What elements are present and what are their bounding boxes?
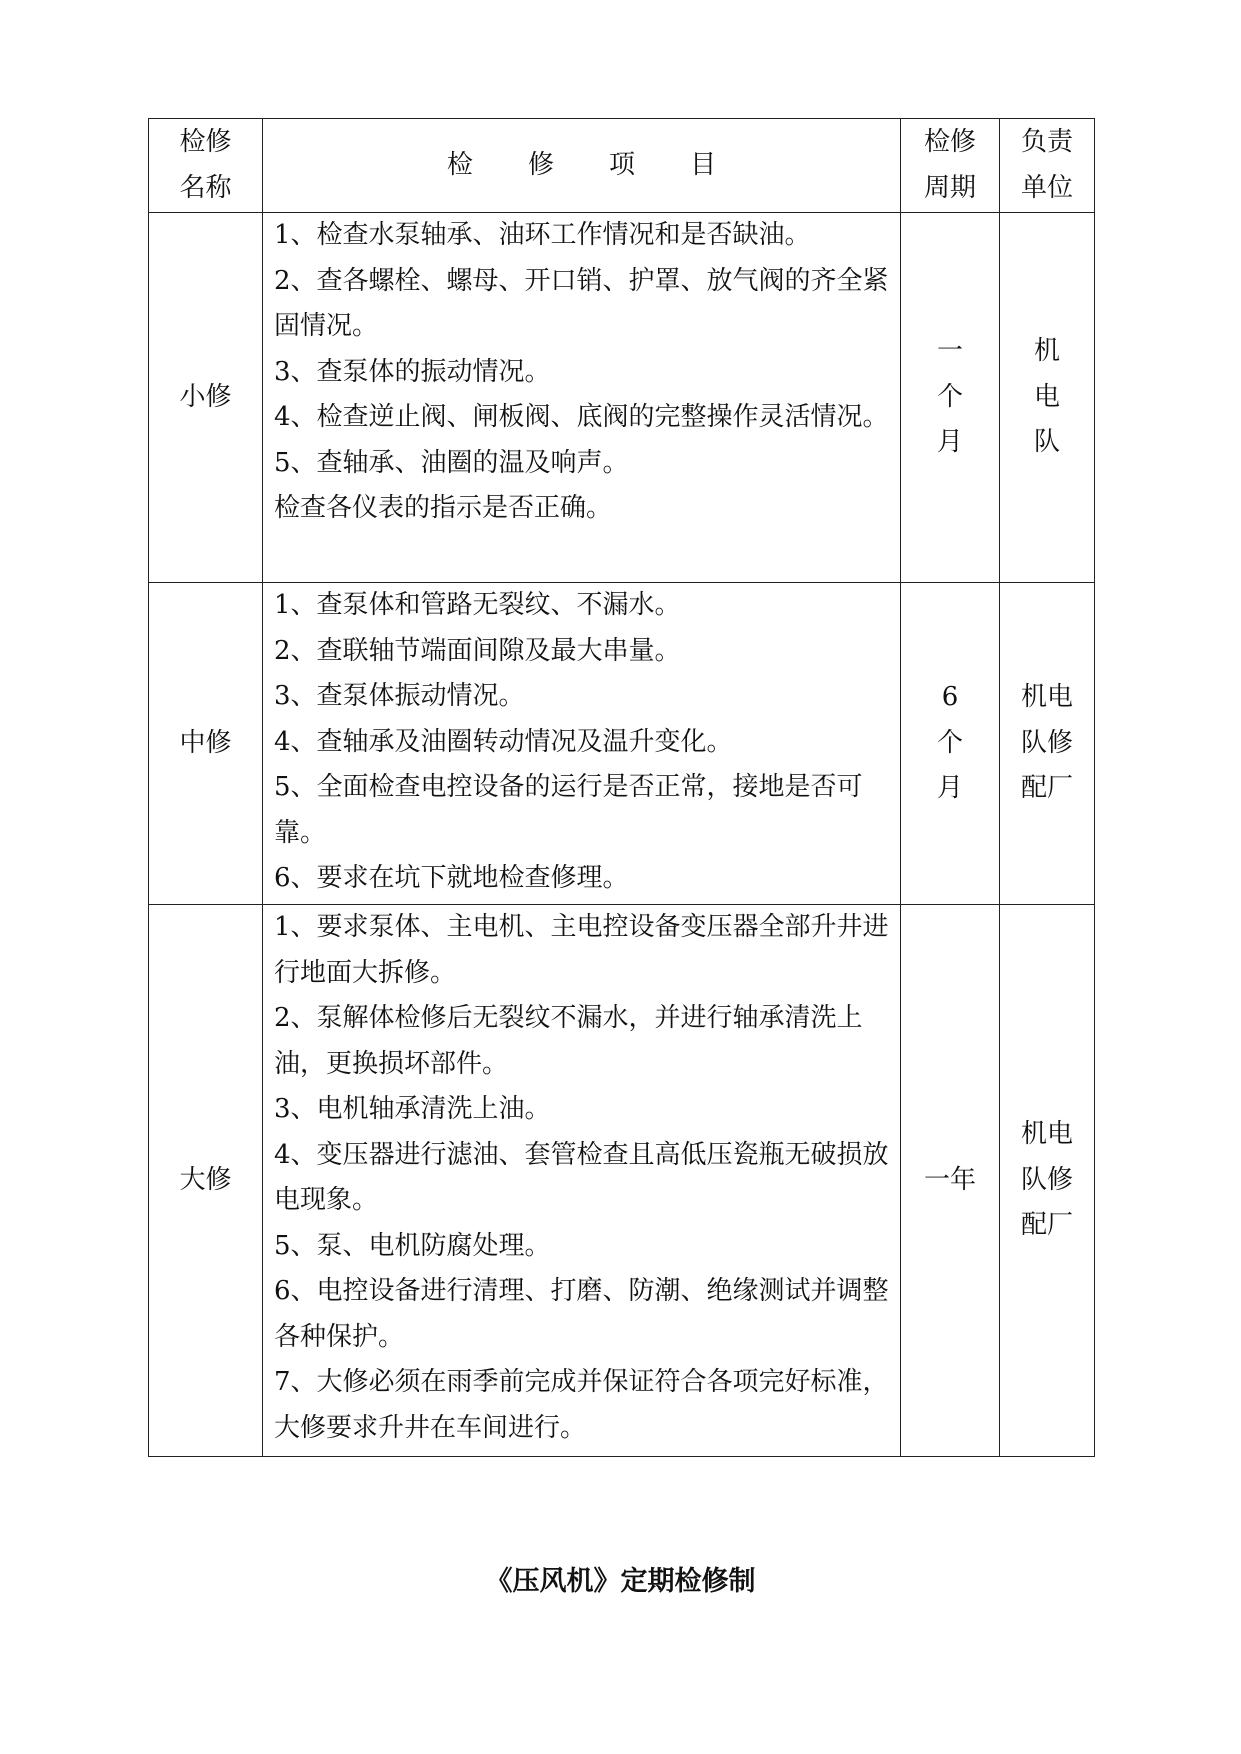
list-item: 4、检查逆止阀、闸板阀、底阀的完整操作灵活情况。 (274, 402, 889, 432)
section-title: 《压风机》定期检修制 (485, 1566, 756, 1597)
responsible-unit-cell: 机电 队修 配厂 (1000, 583, 1095, 905)
list-item: 2、查联轴节端面间隙及最大串量。 (274, 635, 681, 666)
table-row (149, 905, 1095, 1457)
list-item: 1、查泵体和管路无裂纹、不漏水。 (274, 590, 681, 620)
list-item: 4、变压器进行滤油、套管检查且高低压瓷瓶无破损放电现象。 (274, 1139, 889, 1215)
maintenance-items-cell (263, 213, 901, 583)
list-item: 2、泵解体检修后无裂纹不漏水，并进行轴承清洗上油，更换损坏部件。 (274, 1003, 863, 1079)
responsible-unit-cell: 机 电 队 (1000, 213, 1095, 583)
table-header-row (149, 119, 1095, 213)
list-item: 3、查泵体的振动情况。 (274, 356, 551, 387)
maintenance-name-cell: 中修 (149, 583, 263, 905)
responsible-unit-cell: 机电 队修 配厂 (1000, 905, 1095, 1457)
maintenance-items-cell (263, 905, 901, 1457)
list-item: 6、电控设备进行清理、打磨、防潮、绝缘测试并调整各种保护。 (274, 1276, 889, 1352)
list-item: 6、要求在坑下就地检查修理。 (274, 863, 629, 893)
table-row (149, 583, 1095, 905)
maintenance-name-cell: 小修 (149, 213, 263, 583)
list-item: 3、查泵体振动情况。 (274, 681, 525, 711)
maintenance-name-cell: 大修 (149, 905, 263, 1457)
maintenance-period-cell: 6 个 月 (901, 583, 1000, 905)
list-item: 4、查轴承及油圈转动情况及温升变化。 (274, 726, 733, 757)
list-item: 2、查各螺栓、螺母、开口销、护罩、放气阀的齐全紧固情况。 (274, 265, 889, 341)
maintenance-items-cell (263, 583, 901, 905)
maintenance-period-cell: 一年 (901, 905, 1000, 1457)
list-item: 5、查轴承、油圈的温及响声。 (274, 447, 629, 478)
list-item: 3、电机轴承清洗上油。 (274, 1094, 551, 1124)
list-item: 7、大修必须在雨季前完成并保证符合各项完好标准，大修要求升井在车间进行。 (274, 1367, 889, 1443)
header-maintenance-items: 检 修 项 目 (263, 119, 901, 213)
maintenance-period-cell: 一 个 月 (901, 213, 1000, 583)
table-row (149, 213, 1095, 583)
list-item: 5、泵、电机防腐处理。 (274, 1230, 551, 1261)
header-maintenance-period: 检修 周期 (901, 119, 1000, 213)
list-item: 检查各仪表的指示是否正确。 (274, 493, 613, 523)
header-responsible-unit: 负责 单位 (1000, 119, 1095, 213)
list-item: 1、要求泵体、主电机、主电控设备变压器全部升井进行地面大拆修。 (274, 912, 889, 988)
header-maintenance-name: 检修 名称 (149, 119, 263, 213)
list-item: 1、检查水泵轴承、油环工作情况和是否缺油。 (274, 220, 811, 250)
maintenance-table (148, 118, 1095, 1457)
list-item: 5、全面检查电控设备的运行是否正常，接地是否可靠。 (274, 772, 863, 848)
